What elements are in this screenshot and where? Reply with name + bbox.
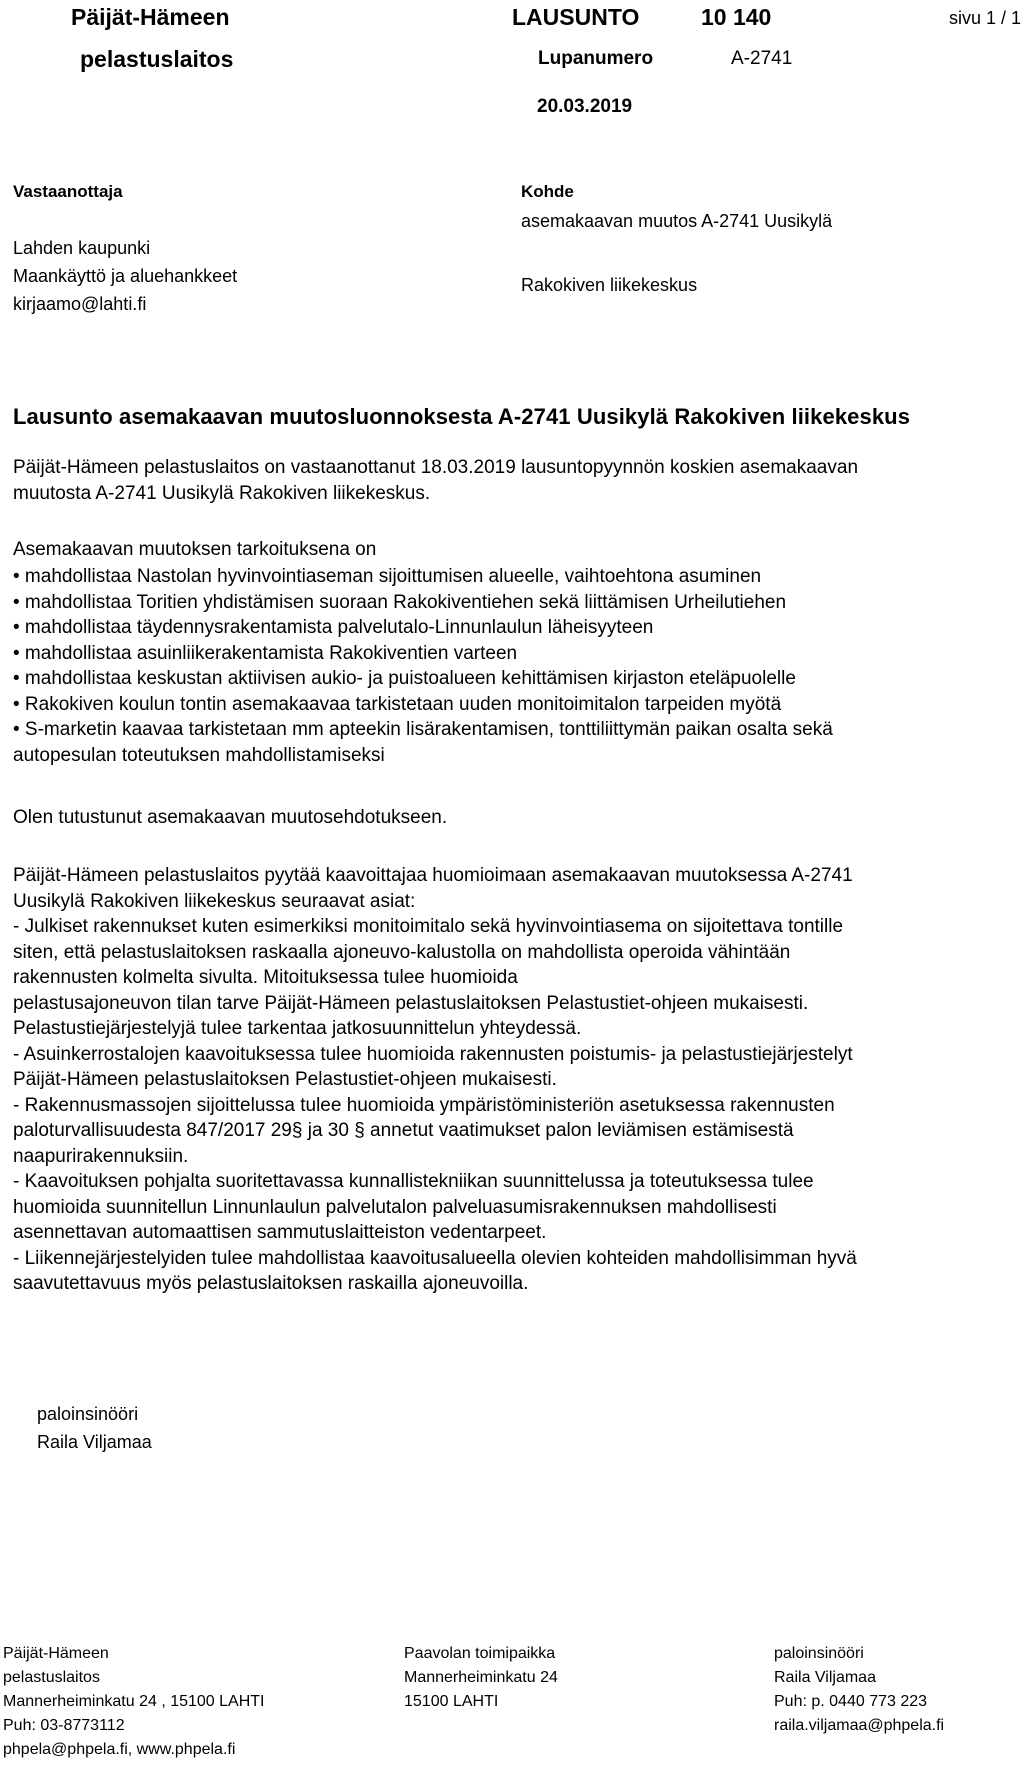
footer-line: Mannerheiminkatu 24 , 15100 LAHTI <box>3 1693 265 1710</box>
list-item: • mahdollistaa Toritien yhdistämisen suoraan Rakokiventiehen sekä liittämisen Urheilutiehen <box>13 591 787 613</box>
footer-line: paloinsinööri <box>774 1645 864 1662</box>
request-line: saavutettavuus myös pelastuslaitoksen raskailla ajoneuvoilla. <box>13 1273 529 1294</box>
footer-line: Paavolan toimipaikka <box>404 1645 556 1662</box>
subject-line2: Rakokiven liikekeskus <box>521 275 698 295</box>
footer-office <box>404 1642 558 1714</box>
list-item: autopesulan toteutuksen mahdollistamiseksi <box>13 744 385 766</box>
request-line: Päijät-Hämeen pelastuslaitoksen Pelastustiet-ohjeen mukaisesti. <box>13 1069 557 1090</box>
signature-name: Raila Viljamaa <box>37 1432 152 1452</box>
footer-contact <box>774 1642 944 1738</box>
signature-block <box>37 1400 152 1456</box>
request-line: - Asuinkerrostalojen kaavoituksessa tulee huomioida rakennusten poistumis- ja pelastustiejärjestelyt <box>13 1043 853 1065</box>
page-info: sivu 1 / 1 <box>949 8 1022 28</box>
familiarized-text: Olen tutustunut asemakaavan muutosehdotukseen. <box>13 807 448 828</box>
request-line: Uusikylä Rakokiven liikekeskus seuraavat asiat: <box>13 890 416 912</box>
doc-type: LAUSUNTO <box>512 4 640 30</box>
recipient-email: kirjaamo@lahti.fi <box>13 294 147 314</box>
recipient-address <box>13 234 237 318</box>
permit-number: A-2741 <box>731 48 793 69</box>
purpose-list <box>13 564 833 768</box>
request-line: rakennusten kolmelta sivulta. Mitoituksessa tulee huomioida <box>13 967 518 988</box>
request-line: pelastusajoneuvon tilan tarve Päijät-Hämeen pelastuslaitoksen Pelastustiet-ohjeen mukaisesti. <box>13 992 809 1014</box>
request-line: - Liikennejärjestelyiden tulee mahdollistaa kaavoitusalueella olevien kohteiden mahdollisimman hyvä <box>13 1247 857 1269</box>
footer-line: Päijät-Hämeen <box>3 1645 109 1662</box>
intro-line: Päijät-Hämeen pelastuslaitos on vastaanottanut 18.03.2019 lausuntopyynnön koskien asemakaavan <box>13 457 859 478</box>
doc-number: 10 140 <box>701 4 772 30</box>
list-item: • mahdollistaa täydennysrakentamista palvelutalo-Linnunlaulun läheisyyteen <box>13 617 654 638</box>
intro-line: muutosta A-2741 Uusikylä Rakokiven liikekeskus. <box>13 482 431 504</box>
request-paragraph <box>13 863 857 1297</box>
recipient-line: Lahden kaupunki <box>13 238 151 258</box>
document-date: 20.03.2019 <box>537 96 633 117</box>
list-item: • S-marketin kaavaa tarkistetaan mm apteekin lisärakentamisen, tonttiliittymän paikan osalta sekä <box>13 719 833 740</box>
permit-label: Lupanumero <box>538 48 654 69</box>
list-item: • Rakokiven koulun tontin asemakaavaa tarkistetaan uuden monitoimitalon tarpeiden myötä <box>13 693 782 715</box>
footer-line: raila.viljamaa@phpela.fi <box>774 1717 945 1734</box>
subject-label: Kohde <box>521 182 574 201</box>
request-line: huomioida suunnitellun Linnunlaulun palvelutalon palveluasumisrakennuksen mahdollisesti <box>13 1196 777 1218</box>
list-item: • mahdollistaa Nastolan hyvinvointiaseman sijoittumisen alueelle, vaihtoehtona asuminen <box>13 566 762 587</box>
request-line: - Rakennusmassojen sijoittelussa tulee huomioida ympäristöministeriön asetuksessa rakennusten <box>13 1094 835 1116</box>
request-line: asennettavan automaattisen sammutuslaitteiston vedentarpeet. <box>13 1222 547 1243</box>
footer-line: pelastuslaitos <box>3 1669 100 1686</box>
statement-title: Lausunto asemakaavan muutosluonnoksesta A-2741 Uusikylä Rakokiven liikekeskus <box>13 404 911 429</box>
intro-paragraph <box>13 455 858 506</box>
list-item: • mahdollistaa asuinliikerakentamista Rakokiventien varteen <box>13 642 518 664</box>
request-line: naapurirakennuksiin. <box>13 1145 189 1167</box>
request-line: - Julkiset rakennukset kuten esimerkiksi monitoimitalo sekä hyvinvointiasema on sijoitettava tontille <box>13 916 844 937</box>
request-line: - Kaavoituksen pohjalta suoritettavassa kunnallistekniikan suunnittelussa ja toteutuksessa tulee <box>13 1171 814 1192</box>
footer-line: Raila Viljamaa <box>774 1669 876 1686</box>
purpose-heading <box>13 537 376 563</box>
recipient-label: Vastaanottaja <box>13 182 123 201</box>
footer-line: 15100 LAHTI <box>404 1693 499 1710</box>
footer-line: Mannerheiminkatu 24 <box>404 1669 558 1686</box>
recipient-line: Maankäyttö ja aluehankkeet <box>13 266 238 286</box>
footer-line: Puh: 03-8773112 <box>3 1717 125 1734</box>
request-line: siten, että pelastuslaitoksen raskaalla ajoneuvo-kalustolla on mahdollista operoida vähintään <box>13 941 791 963</box>
request-line: Pelastustiejärjestelyjä tulee tarkentaa jatkosuunnittelun yhteydessä. <box>13 1018 582 1039</box>
familiarized-statement <box>13 805 447 831</box>
request-line: paloturvallisuudesta 847/2017 29§ ja 30 § annetut vaatimukset palon leviämisen estämisestä <box>13 1120 794 1141</box>
footer-line: phpela@phpela.fi, www.phpela.fi <box>3 1741 236 1758</box>
footer-line: Puh: p. 0440 773 223 <box>774 1693 928 1710</box>
request-line: Päijät-Hämeen pelastuslaitos pyytää kaavoittajaa huomioimaan asemakaavan muutoksessa A-2741 <box>13 865 853 886</box>
list-item: • mahdollistaa keskustan aktiivisen aukio- ja puistoalueen kehittämisen kirjaston eteläpuolelle <box>13 668 796 689</box>
subject-line1: asemakaavan muutos A-2741 Uusikylä <box>521 211 833 231</box>
org-name-line1: Päijät-Hämeen <box>71 4 230 30</box>
signature-role: paloinsinööri <box>37 1404 139 1424</box>
footer-org <box>3 1642 264 1762</box>
org-name-line2: pelastuslaitos <box>80 46 234 72</box>
purpose-heading-text: Asemakaavan muutoksen tarkoituksena on <box>13 539 377 560</box>
